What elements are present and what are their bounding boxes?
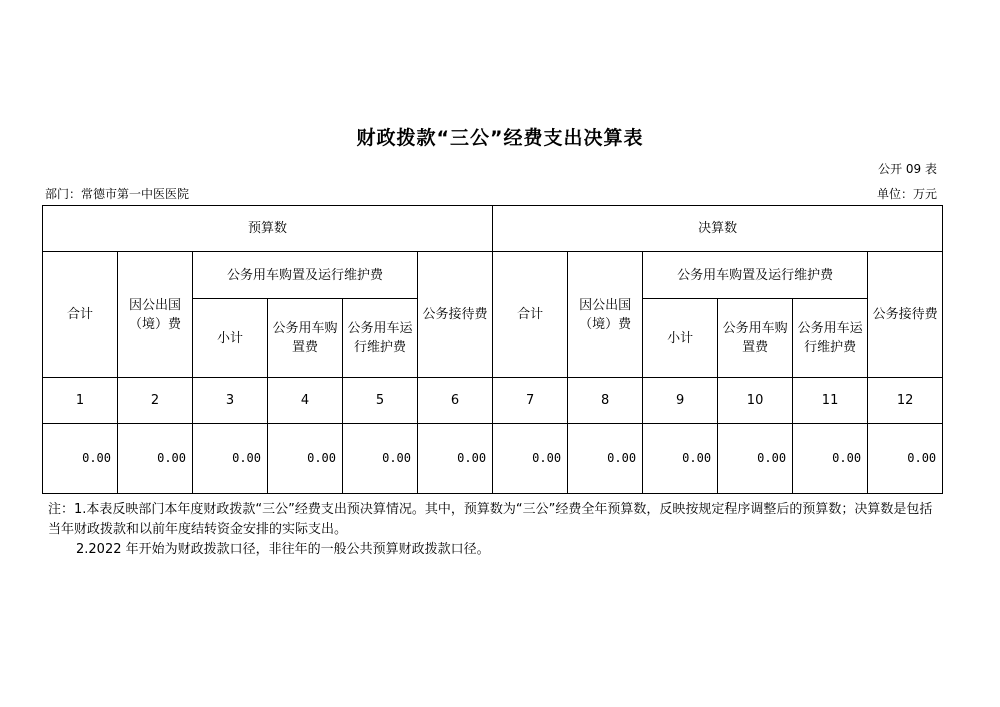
budget-group-header: 预算数 (43, 206, 493, 252)
three-public-expenses-table (42, 205, 943, 494)
value-row (43, 424, 943, 494)
value-cell: 0.00 (793, 424, 868, 494)
value-cell: 0.00 (193, 424, 268, 494)
index-cell: 11 (793, 378, 868, 424)
index-cell: 10 (718, 378, 793, 424)
final-vehicle-purchase-header: 公务用车购置费 (718, 299, 793, 378)
footnote-2: 2.2022 年开始为财政拨款口径，非往年的一般公共预算财政拨款口径。 (76, 542, 490, 557)
index-cell: 5 (343, 378, 418, 424)
value-cell: 0.00 (418, 424, 493, 494)
value-cell: 0.00 (718, 424, 793, 494)
final-subtotal-header: 小计 (643, 299, 718, 378)
budget-abroad-header: 因公出国（境）费 (118, 252, 193, 378)
unit-label: 单位：万元 (876, 187, 937, 201)
budget-subtotal-header: 小计 (193, 299, 268, 378)
index-cell: 1 (43, 378, 118, 424)
final-vehicle-operation-header: 公务用车运行维护费 (793, 299, 868, 378)
table-code: 公开 09 表 (878, 162, 937, 176)
department-label: 部门：常德市第一中医医院 (45, 187, 190, 201)
value-cell: 0.00 (268, 424, 343, 494)
final-vehicle-header: 公务用车购置及运行维护费 (643, 252, 868, 299)
footnotes (48, 500, 940, 560)
page-title: 财政拨款“三公”经费支出决算表 (356, 127, 644, 149)
value-cell: 0.00 (118, 424, 193, 494)
value-cell: 0.00 (493, 424, 568, 494)
footnote-1: 注：1.本表反映部门本年度财政拨款“三公”经费支出预决算情况。其中，预算数为“三公”经费全年预算数，反映按规定程序调整后的预算数；决算数是包括当年财政拨款和以前年度结转资金安排的实际支出。 (48, 502, 933, 537)
index-cell: 6 (418, 378, 493, 424)
value-cell: 0.00 (43, 424, 118, 494)
budget-total-header: 合计 (43, 252, 118, 378)
index-cell: 2 (118, 378, 193, 424)
value-cell: 0.00 (643, 424, 718, 494)
index-row (43, 378, 943, 424)
final-total-header: 合计 (493, 252, 568, 378)
index-cell: 12 (868, 378, 943, 424)
final-reception-header: 公务接待费 (868, 252, 943, 378)
budget-vehicle-purchase-header: 公务用车购置费 (268, 299, 343, 378)
budget-vehicle-operation-header: 公务用车运行维护费 (343, 299, 418, 378)
index-cell: 8 (568, 378, 643, 424)
budget-reception-header: 公务接待费 (418, 252, 493, 378)
final-abroad-header: 因公出国（境）费 (568, 252, 643, 378)
value-cell: 0.00 (568, 424, 643, 494)
budget-vehicle-header: 公务用车购置及运行维护费 (193, 252, 418, 299)
final-group-header: 决算数 (493, 206, 943, 252)
index-cell: 9 (643, 378, 718, 424)
index-cell: 7 (493, 378, 568, 424)
index-cell: 3 (193, 378, 268, 424)
value-cell: 0.00 (868, 424, 943, 494)
value-cell: 0.00 (343, 424, 418, 494)
index-cell: 4 (268, 378, 343, 424)
